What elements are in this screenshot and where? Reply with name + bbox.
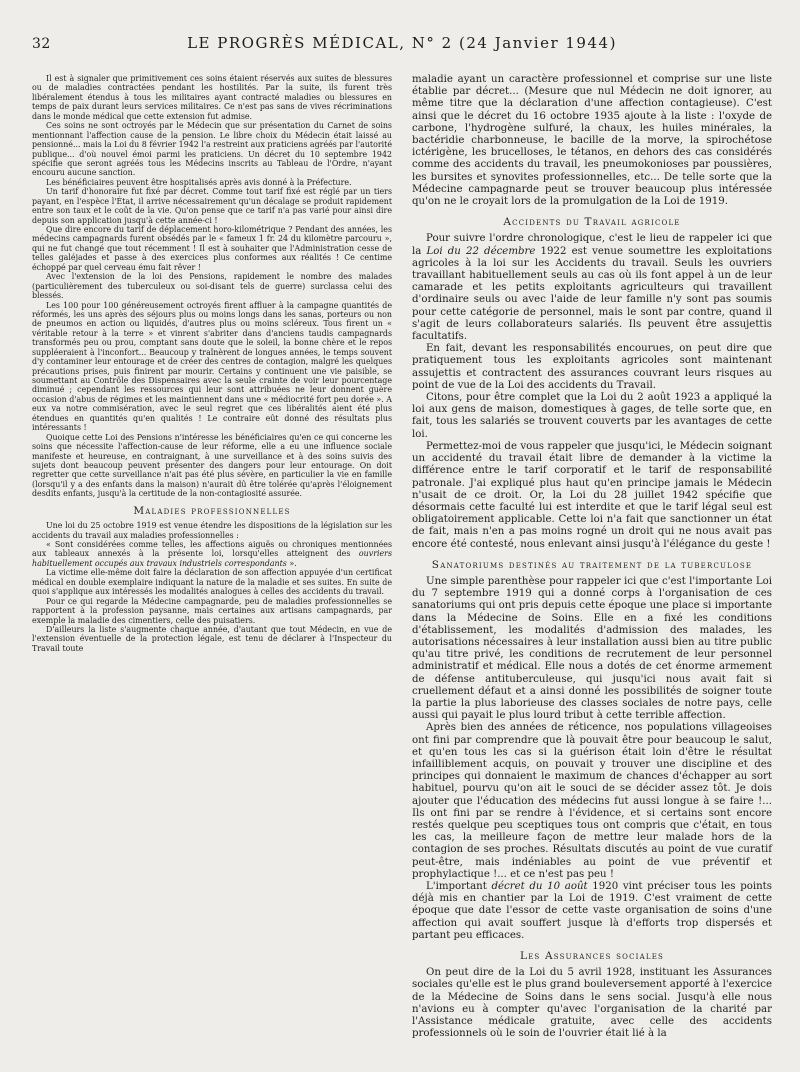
- italic-text: décret du 10 août: [491, 881, 588, 892]
- quote-close: ».: [286, 558, 297, 568]
- paragraph: Les 100 pour 100 généreusement octroyés firent affluer à la campagne quantités de réformés, les uns après des séjours plus ou moins longs dans les sanas, porteurs ou non de pneumos en action ou liquidés, d'autres plus ou moins scléreux. Tous firent un « véritable retour à la terre » et vinrent s'abriter dans d'anciens taudis campagnards transformés peu ou prou, comptant sans doute que le soleil, la bonne chère et le repos suppléeraient à l'inconfort... Beaucoup y traînèrent de longues années, le temps souvent d'y contaminer leur entourage et de créer des centres de contagion, malgré les quelques précautions prises, puis finirent par mourir. Certains y continuent une vie paisible, se soumettant au Contrôle des Dispensaires avec la seule crainte de voir leur pourcentage diminué ; cependant les ressources qui leur sont attribuées ne leur donnent guère occasion d'abus de régimes et les maintiennent dans une « médiocrité fort peu dorée ». A eux va notre commisération, avec le seul regret que ces libéralités aient été plus étendues en quantités qu'en qualités ! Le contraire eût donné des résultats plus intéressants !: [32, 300, 392, 433]
- paragraph: [412, 881, 772, 942]
- text-run: 1922 est venue soumettre les exploitations agricoles à la loi sur les Accidents du travail. Seuls les ouvriers travaillant habituellement seuls au cas où ils font appel à un de leur camarade et les petits exploitants agriculteurs qui travaillent d'ordinaire seuls ou avec l'aide de leur famille n'y sont pas soumis pour cette catégorie de personnel, mais le sont par contre, quand il s'agit de leurs collaborateurs salariés. Ils peuvent être assujettis facultatifs.: [412, 245, 772, 343]
- paragraph: Il est à signaler que primitivement ces soins étaient réservés aux suites de blessures ou de maladies contractées pendant les hostilités. Par la suite, ils furent très libéralement étendus à tous les militaires ayant contracté maladies ou blessures en temps de paix durant leurs services militaires. Ce n'est pas sans de vives récriminations dans le monde médical que cette extension fut admise.: [32, 74, 392, 121]
- paragraph: Après bien des années de réticence, nos populations villageoises ont fini par comprendre que là pouvait être pour beaucoup le salut, et qu'en tous les cas si la guérison était loin d'être le résultat infailliblement acquis, on pouvait y trouver une discipline et des principes qui donnaient le maximum de chances d'échapper au sort habituel, pourvu qu'on ait le souci de se décider assez tôt. Je dois ajouter que l'éducation des médecins fut aussi longue à se faire !... Ils ont fini par se rendre à l'évidence, et si certains sont encore restés quelque peu sceptiques tous ont compris que c'était, en tous les cas, la meilleure façon de mettre leur malade hors de la contagion de ses proches. Résultats discutés au point de vue curatif peut-être, mais indéniables au point de vue préventif et prophylactique !... et ce n'est pas peu !: [412, 722, 772, 880]
- paragraph: En fait, devant les responsabilités encourues, on peut dire que pratiquement tous les exploitants agricoles sont maintenant assujettis et contractent des assurances couvrant leurs risques au point de vue de la Loi des accidents du Travail.: [412, 343, 772, 391]
- paragraph: Permettez-moi de vous rappeler que jusqu'ici, le Médecin soignant un accidenté du travail était libre de demander à la victime la différence entre le tarif corporatif et le tarif de responsabilité patronale. J'ai expliqué plus haut qu'en principe jamais le Médecin n'usait de ce droit. Or, la Loi du 28 juillet 1942 spécifie que désormais cette faculté lui est interdite et que le tarif légal seul est obligatoirement applicable. Cette loi n'a fait que sanctionner un état de fait, mais n'en a pas moins rogné un droit qui ne nous avait pas encore été contesté, nous enlevant ainsi jusqu'à l'élégance du geste !: [412, 440, 772, 550]
- paragraph-continued: maladie ayant un caractère professionnel et comprise sur une liste établie par décret... (Mesure que nul Médecin ne doit ignorer, au même titre que la déclaration d'une affection contagieuse). C'est ainsi que le décret du 16 octobre 1935 ajoute à la liste : l'oxyde de carbone, l'hydrogène sulfuré, la chaux, les huiles minérales, la bactéridie charbonneuse, le bacille de la morve, la spirochétose ictérigène, les brucelloses, le tétanos, en dehors des cas considérés comme des accidents du travail, les pneumokonioses par poussières, les bursites et synovites professionnelles, etc... De telle sorte que la Médecine campagnarde peut se trouver beaucoup plus intéressée qu'on ne le croyait lors de la promulgation de la Loi de 1919.: [412, 74, 772, 208]
- section-heading-sanatoriums: Sanatoriums destinés au traitement de la tuberculose: [431, 558, 753, 571]
- paragraph: D'ailleurs la liste s'augmente chaque année, d'autant que tout Médecin, en vue de l'extension éventuelle de la protection légale, est tenu de déclarer à l'Inspecteur du Travail toute: [32, 624, 392, 653]
- italic-text: Loi du 22 décembre: [426, 245, 536, 257]
- section-heading-accidents-travail-agricole: Accidents du Travail agricole: [503, 216, 681, 229]
- section-heading-maladies-professionnelles: Maladies professionnelles: [133, 504, 291, 517]
- law-quote: [32, 540, 392, 568]
- two-column-body: [32, 74, 772, 1040]
- paragraph: Citons, pour être complet que la Loi du 2 août 1923 a appliqué la loi aux gens de maison, domestiques à gages, de telle sorte que, en fait, tous les salariés se trouvent couverts par les avantages de cette loi.: [412, 392, 772, 440]
- page-number: 32: [32, 36, 51, 52]
- paragraph: Une simple parenthèse pour rappeler ici que c'est l'importante Loi du 7 septembre 1919 qui a donné corps à l'organisation de ces sanatoriums qui ont pris depuis cette époque une place si importante dans la Médecine de Soins. Elle en a fixé les conditions d'établissement, les modalités d'admission des malades, les autorisations nécessaires à leur installation aussi bien au titre public qu'au titre privé, les conditions de recrutement de leur personnel administratif et médical. Elle nous a dotés de cet énorme armement de défense antituberculeuse, qui jusqu'ici nous avait fait si cruellement défaut et a ainsi donné les possibilités de soigner toute la partie la plus laborieuse des classes sociales de notre pays, celle aussi qui payait le plus lourd tribut à cette terrible affection.: [412, 575, 772, 722]
- text-run: 1920 vint préciser tous les points déjà mis en chantier par la Loi de 1919. C'est vraiment de cette époque que date l'essor de cette vaste organisation de soins d'une affection qui avait souffert jusque là d'efforts trop dispersés et partant peu efficaces.: [412, 881, 772, 941]
- left-column: [32, 74, 392, 1040]
- page-header: [32, 32, 772, 54]
- quote-italic-text: ouvriers habituellement occupés aux travaux industriels correspondants: [32, 549, 392, 568]
- paragraph: [412, 233, 772, 343]
- paragraph: Avec l'extension de la loi des Pensions, rapidement le nombre des malades (particulièrement des tuberculeux ou soi-disant tels de guerre) surclassa celui des blessés.: [32, 272, 392, 301]
- paragraph: Quoique cette Loi des Pensions n'intéresse les bénéficiaires qu'en ce qui concerne les soins que nécessite l'affection-cause de leur réforme, elle a eu une influence sociale manifeste et heureuse, en contraignant, à une surveillance et à des soins suivis des sujets dont beaucoup peuvent présenter des dangers pour leur entourage. On doit regretter que cette surveillance n'ait pas été plus sévère, en particulier la vie en famille (lorsqu'il y a des enfants dans la maison) n'aurait dû être tolérée qu'après l'éloignement desdits enfants, jusqu'à la certitude de la non-contagiosité assurée.: [32, 432, 392, 499]
- paragraph: Que dire encore du tarif de déplacement horo-kilométrique ? Pendant des années, les médecins campagnards furent obsédés par le « fameux 1 fr. 24 du kilomètre parcouru », qui ne fut changé que tout récemment ! Il est à souhaiter que l'Administration cesse de telles galéjades et passe à des exercices plus conformes aux réalités ! Ce centime échoppé par quel cerveau ému fait rêver !: [32, 225, 392, 272]
- paragraph: On peut dire de la Loi du 5 avril 1928, instituant les Assurances sociales qu'elle est le plus grand bouleversement apporté à l'exercice de la Médecine de Soins dans le sens social. Jusqu'à elle nous n'avions eu à compter qu'avec l'organisation de la charité par l'Assistance médicale gratuite, avec celle des accidents professionnels où le soin de l'ouvrier était lié à la: [412, 967, 772, 1040]
- paragraph: La victime elle-même doit faire la déclaration de son affection appuyée d'un certificat médical en double exemplaire indiquant la nature de la maladie et ses suites. En suite de quoi s'applique aux intéressés les modalités analogues à celles des accidents du travail.: [32, 568, 392, 597]
- text-run: Pour suivre l'ordre chronologique, c'est le lieu de rappeler ici que la: [412, 233, 772, 257]
- quote-text: « Sont considérées comme telles, les affections aiguës ou chroniques mentionnées aux tableaux annexés à la présente loi, lorsqu'elles atteignent des: [32, 540, 392, 559]
- running-head: LE PROGRÈS MÉDICAL, N° 2 (24 Janvier 1944): [187, 34, 617, 52]
- text-run: L'important: [426, 881, 492, 892]
- paragraph: Une loi du 25 octobre 1919 est venue étendre les dispositions de la législation sur les accidents du travail aux maladies professionnelles :: [32, 521, 392, 540]
- paragraph: Ces soins ne sont octroyés par le Médecin que sur présentation du Carnet de soins mentionnant l'affection cause de la pension. Le libre choix du Médecin était laissé au pensionné... mais la Loi du 8 février 1942 l'a restreint aux praticiens agréés par l'autorité publique... d'où nouvel émoi parmi les praticiens. Un décret du 10 septembre 1942 spécifie que seront agréés tous les Médecins inscrits au Tableau de l'Ordre, n'ayant encouru aucune sanction.: [32, 121, 392, 178]
- paragraph: Un tarif d'honoraire fut fixé par décret. Comme tout tarif fixé est réglé par un tiers payant, en l'espèce l'État, il arrive nécessairement qu'un décalage se produit rapidement entre son taux et le coût de la vie. Qu'on pense que ce tarif n'a pas varié pour ainsi dire depuis son application jusqu'à cette année-ci !: [32, 187, 392, 225]
- paragraph: Les bénéficiaires peuvent être hospitalisés après avis donné à la Préfecture.: [46, 177, 352, 187]
- right-column: [412, 74, 772, 1040]
- paragraph: Pour ce qui regarde la Médecine campagnarde, peu de maladies professionnelles se rapportent à la profession paysanne, mais certaines aux artisans campagnards, par exemple la maladie des cimentiers, celle des puisatiers.: [32, 596, 392, 625]
- section-heading-assurances-sociales: Les Assurances sociales: [519, 950, 665, 963]
